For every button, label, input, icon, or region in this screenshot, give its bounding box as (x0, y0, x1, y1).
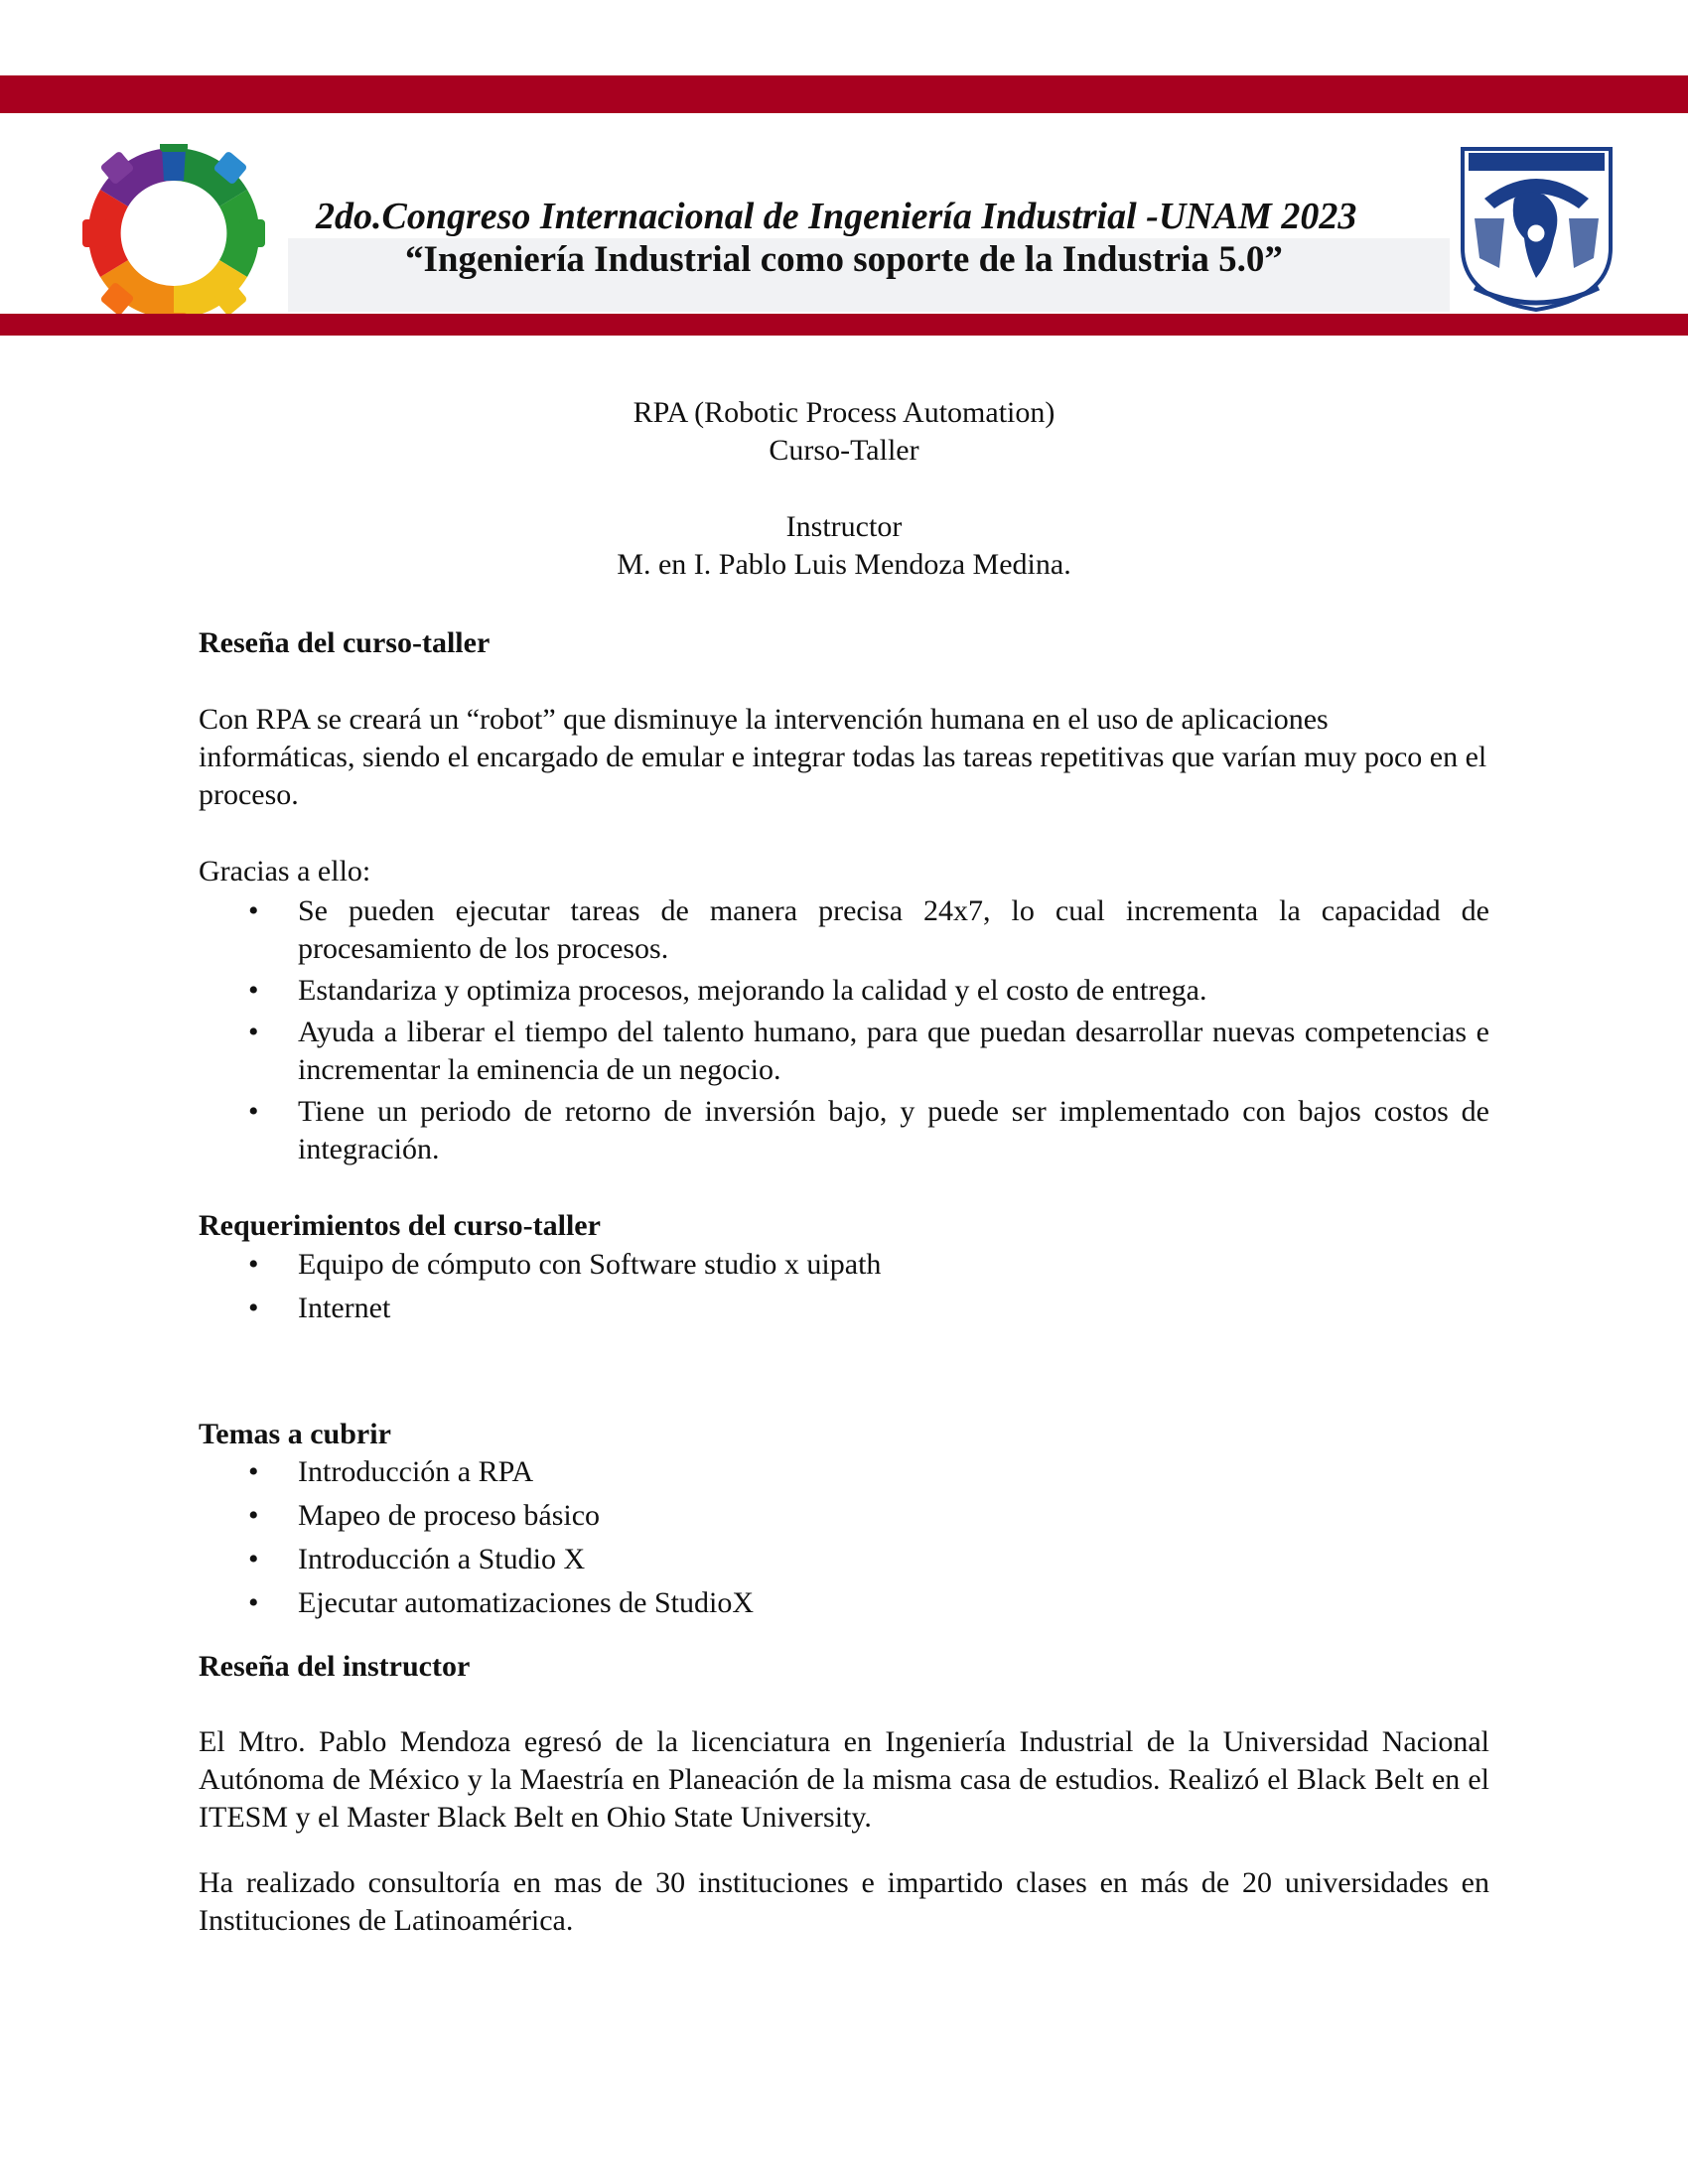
congress-title: 2do.Congreso Internacional de Ingeniería Industrial -UNAM 2023 (316, 196, 1357, 237)
list-item: • Equipo de cómputo con Software studio x uipath (199, 1246, 1489, 1284)
bullet-icon: • (248, 894, 259, 927)
list-item: • Ejecutar automatizaciones de StudioX (199, 1584, 1489, 1622)
list-item: • Ayuda a liberar el tiempo del talento humano, para que puedan desarrollar nuevas competencias e incrementar la eminencia de un negocio. (248, 1016, 1489, 1086)
bullet-icon: • (248, 1499, 259, 1532)
bullet-icon: • (248, 1016, 259, 1048)
bullet-icon: • (248, 974, 259, 1007)
topics-list (199, 1453, 1489, 1628)
instructor-label: Instructor (785, 510, 903, 543)
list-item: • Introducción a Studio X (199, 1541, 1489, 1578)
bullet-icon: • (248, 1586, 259, 1619)
benefits-intro: Gracias a ello: (199, 855, 371, 887)
requirements-list (199, 1246, 1489, 1333)
instructor-name: M. en I. Pablo Luis Mendoza Medina. (617, 548, 1071, 581)
list-item: • Internet (199, 1290, 1489, 1327)
instructor-bio-paragraph-1: El Mtro. Pablo Mendoza egresó de la licenciatura en Ingeniería Industrial de la Universidad Nacional Autónoma de México y la Maestría en Planeación de la misma casa de estudios. Realizó el Black Belt en el ITESM y el Master Black Belt en Ohio State University. (199, 1725, 1489, 1834)
course-type: Curso-Taller (769, 434, 919, 467)
bullet-icon: • (248, 1292, 259, 1324)
unam-shield-logo (1455, 139, 1618, 316)
benefits-list (199, 892, 1489, 1172)
list-item: • Estandariza y optimiza procesos, mejorando la calidad y el costo de entrega. (199, 972, 1489, 1010)
bullet-icon: • (248, 1248, 259, 1281)
congress-subtitle: “Ingeniería Industrial como soporte de la Industria 5.0” (405, 239, 1283, 280)
bullet-icon: • (248, 1095, 259, 1128)
course-review-paragraph: Con RPA se creará un “robot” que disminuye la intervención humana en el uso de aplicaciones informáticas, siendo el encargado de emular e integrar todas las tareas repetitivas que varían muy poco en el proceso. (199, 703, 1487, 811)
header-bottom-band (0, 314, 1688, 336)
list-item: • Mapeo de proceso básico (199, 1497, 1489, 1535)
bullet-icon: • (248, 1455, 259, 1488)
course-title: RPA (Robotic Process Automation) (633, 396, 1055, 429)
instructor-review-heading: Reseña del instructor (199, 1650, 471, 1683)
course-review-heading: Reseña del curso-taller (199, 626, 491, 659)
instructor-bio-paragraph-2: Ha realizado consultoría en mas de 30 instituciones e impartido clases en más de 20 universidades en Instituciones de Latinoamérica. (199, 1866, 1489, 1937)
list-item: • Se pueden ejecutar tareas de manera precisa 24x7, lo cual incrementa la capacidad de procesamiento de los procesos. (248, 894, 1489, 965)
topics-heading: Temas a cubrir (199, 1418, 391, 1450)
header-top-band (0, 75, 1688, 113)
list-item: • Introducción a RPA (199, 1453, 1489, 1491)
bullet-icon: • (248, 1543, 259, 1575)
requirements-heading: Requerimientos del curso-taller (199, 1209, 601, 1242)
list-item: • Tiene un periodo de retorno de inversión bajo, y puede ser implementado con bajos costos de integración. (248, 1095, 1489, 1165)
colored-puzzle-gear-logo (70, 144, 278, 318)
